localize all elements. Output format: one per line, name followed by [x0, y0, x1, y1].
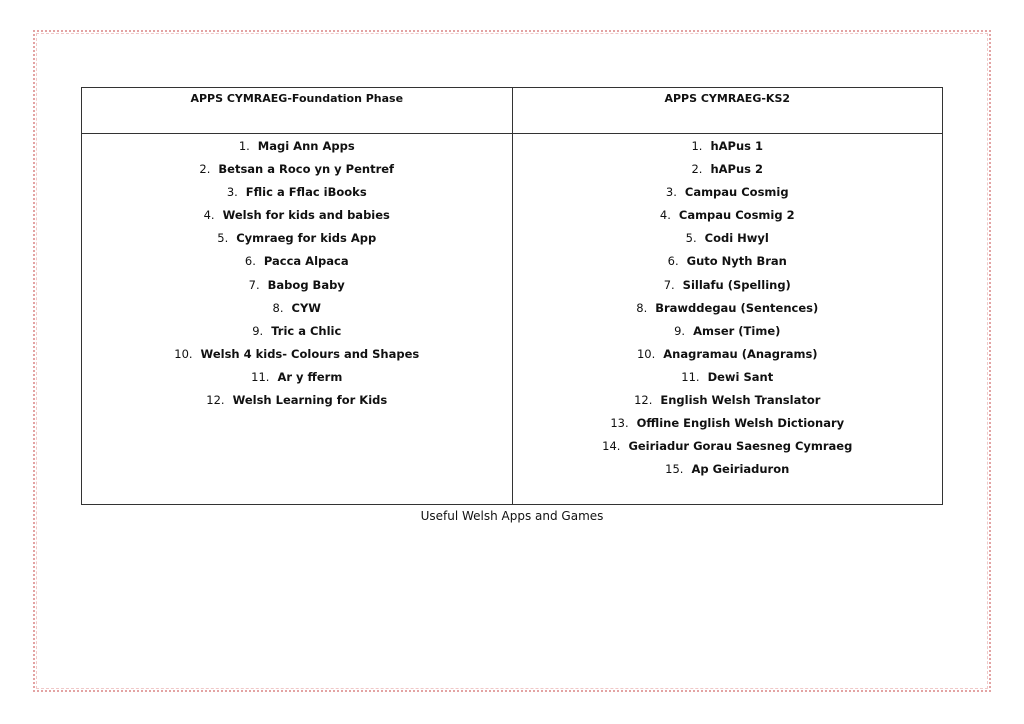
list-item-app-name: Offline English Welsh Dictionary: [636, 416, 845, 431]
list-item: [513, 391, 943, 414]
header-row: [82, 88, 943, 134]
list-item-number: 10.: [636, 346, 656, 361]
list-item-app-name: Campau Cosmig: [684, 185, 789, 200]
list-item-number: 9.: [252, 323, 264, 338]
list-item-app-name: English Welsh Translator: [660, 393, 821, 408]
list-item: [513, 229, 943, 252]
list-item-app-name: CYW: [291, 300, 321, 315]
list-item-number: 8.: [272, 300, 284, 315]
list-item-app-name: Brawddegau (Sentences): [655, 300, 819, 315]
list-item-number: 15.: [665, 462, 684, 477]
list-item-number: 2.: [691, 162, 703, 177]
table-caption: Useful Welsh Apps and Games: [420, 509, 604, 523]
list-item-app-name: Tric a Chlic: [271, 323, 342, 338]
foundation-cell: [82, 134, 513, 505]
list-item: [513, 414, 943, 437]
list-item-number: 7.: [248, 277, 260, 292]
list-item-number: 8.: [636, 300, 648, 315]
list-item: [82, 206, 512, 229]
foundation-app-list: [82, 137, 512, 414]
list-item: [513, 276, 943, 299]
list-item-number: 1.: [691, 139, 703, 153]
list-item-app-name: Babog Baby: [267, 277, 345, 292]
list-item: [82, 368, 512, 391]
list-item: [82, 345, 512, 368]
list-item: [513, 322, 943, 345]
list-item-app-name: Anagramau (Anagrams): [663, 346, 818, 361]
list-item-app-name: Ap Geiriaduron: [691, 462, 790, 477]
list-item-app-name: Cymraeg for kids App: [236, 231, 377, 246]
list-item-app-name: Magi Ann Apps: [257, 139, 355, 153]
list-item: [513, 183, 943, 206]
list-item-app-name: Guto Nyth Bran: [686, 254, 787, 269]
list-item: [82, 229, 512, 252]
list-item-app-name: Pacca Alpaca: [263, 254, 349, 269]
list-item: [82, 183, 512, 206]
list-item: [513, 160, 943, 183]
content-row: [82, 134, 943, 505]
list-item-number: 6.: [244, 254, 256, 269]
list-item-app-name: Sillafu (Spelling): [682, 277, 791, 292]
list-item-number: 7.: [663, 277, 675, 292]
list-item-number: 3.: [226, 185, 238, 200]
list-item: [513, 299, 943, 322]
list-item: [513, 252, 943, 275]
list-item-app-name: hAPus 2: [710, 162, 764, 177]
apps-table: [81, 87, 943, 505]
list-item-number: 5.: [217, 231, 229, 246]
list-item-number: 12.: [206, 393, 225, 408]
list-item: [513, 368, 943, 391]
list-item-app-name: Campau Cosmig 2: [678, 208, 795, 223]
list-item-number: 11.: [251, 369, 270, 384]
list-item-number: 13.: [610, 416, 629, 431]
list-item-number: 2.: [199, 162, 211, 177]
ks2-cell: [512, 134, 943, 505]
list-item-number: 4.: [659, 208, 671, 223]
list-item-number: 4.: [203, 208, 215, 223]
list-item: [513, 345, 943, 368]
list-item: [513, 437, 943, 460]
list-item: [82, 322, 512, 345]
list-item-app-name: Geiriadur Gorau Saesneg Cymraeg: [628, 439, 853, 454]
list-item: [513, 460, 943, 483]
list-item-number: 12.: [634, 393, 653, 408]
list-item-number: 11.: [681, 369, 700, 384]
list-item-number: 3.: [665, 185, 677, 200]
list-item-number: 6.: [667, 254, 679, 269]
ks2-app-list: [513, 137, 943, 483]
list-item: [82, 391, 512, 414]
list-item-app-name: Welsh for kids and babies: [222, 208, 390, 223]
list-item-number: 14.: [602, 439, 621, 454]
list-item-number: 9.: [674, 323, 686, 338]
foundation-header: APPS CYMRAEG-Foundation Phase: [82, 88, 513, 134]
list-item-number: 1.: [238, 139, 250, 153]
list-item: [82, 299, 512, 322]
list-item-app-name: Betsan a Roco yn y Pentref: [218, 162, 395, 177]
list-item-app-name: Welsh 4 kids- Colours and Shapes: [200, 346, 420, 361]
list-item: [82, 160, 512, 183]
ks2-header: APPS CYMRAEG-KS2: [512, 88, 943, 134]
list-item-app-name: hAPus 1: [710, 139, 764, 153]
list-item-app-name: Welsh Learning for Kids: [232, 393, 388, 408]
list-item-number: 10.: [174, 346, 193, 361]
list-item-app-name: Amser (Time): [693, 323, 781, 338]
list-item: [82, 137, 512, 160]
list-item-app-name: Fflic a Fflac iBooks: [245, 185, 367, 200]
list-item-app-name: Dewi Sant: [707, 369, 774, 384]
list-item: [513, 206, 943, 229]
list-item-app-name: Codi Hwyl: [704, 231, 769, 246]
list-item-app-name: Ar y fferm: [277, 369, 343, 384]
list-item: [513, 137, 943, 160]
list-item-number: 5.: [685, 231, 697, 246]
list-item: [82, 252, 512, 275]
list-item: [82, 276, 512, 299]
